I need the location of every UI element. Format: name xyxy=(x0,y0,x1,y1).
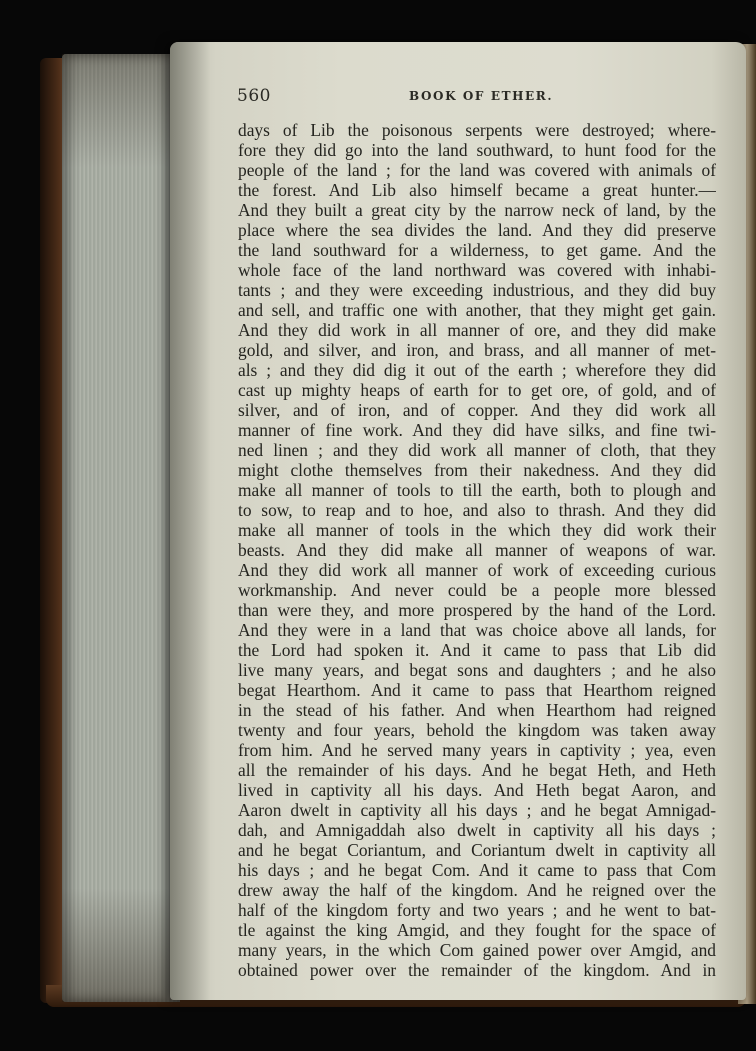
text-line: than were they, and more prospered by the hand of the Lord. xyxy=(238,600,716,620)
text-line: silver, and of iron, and of copper. And they did work all xyxy=(238,400,716,420)
text-line: place where the sea divides the land. And they did preserve xyxy=(238,220,716,240)
text-line: whole face of the land northward was covered with inhabi- xyxy=(238,260,716,280)
text-line: all the remainder of his days. And he begat Heth, and Heth xyxy=(238,760,716,780)
text-line: tants ; and they were exceeding industrious, and they did buy xyxy=(238,280,716,300)
text-line: And they did work all manner of work of exceeding curious xyxy=(238,560,716,580)
text-line: workmanship. And never could be a people more blessed xyxy=(238,580,716,600)
text-line: And they built a great city by the narrow neck of land, by the xyxy=(238,200,716,220)
text-line: make all manner of tools in the which they did work their xyxy=(238,520,716,540)
page-header xyxy=(237,86,717,110)
page-edges-shadow xyxy=(62,54,180,1002)
text-line: gold, and silver, and iron, and brass, and all manner of met- xyxy=(238,340,716,360)
text-line: twenty and four years, behold the kingdom was taken away xyxy=(238,720,716,740)
text-line: might clothe themselves from their nakedness. And they did xyxy=(238,460,716,480)
text-line: And they were in a land that was choice above all lands, for xyxy=(238,620,716,640)
text-line: cast up mighty heaps of earth for to get ore, of gold, and of xyxy=(238,380,716,400)
text-line: the land southward for a wilderness, to get game. And the xyxy=(238,240,716,260)
text-line: in the stead of his father. And when Hearthom had reigned xyxy=(238,700,716,720)
text-line: Aaron dwelt in captivity all his days ; and he begat Amnigad- xyxy=(238,800,716,820)
text-line: to sow, to reap and to hoe, and also to thrash. And they did xyxy=(238,500,716,520)
text-line: obtained power over the remainder of the kingdom. And in xyxy=(238,960,716,980)
body-text xyxy=(238,120,716,980)
text-line: the forest. And Lib also himself became a great hunter.— xyxy=(238,180,716,200)
text-line: beasts. And they did make all manner of weapons of war. xyxy=(238,540,716,560)
page-number: 560 xyxy=(237,86,271,106)
text-line: live many years, and begat sons and daughters ; and he also xyxy=(238,660,716,680)
text-line: from him. And he served many years in captivity ; yea, even xyxy=(238,740,716,760)
text-line: his days ; and he begat Com. And it came to pass that Com xyxy=(238,860,716,880)
text-line: tle against the king Amgid, and they fought for the space of xyxy=(238,920,716,940)
text-line: the Lord had spoken it. And it came to pass that Lib did xyxy=(238,640,716,660)
text-line: half of the kingdom forty and two years ; and he went to bat- xyxy=(238,900,716,920)
text-line: ned linen ; and they did work all manner of cloth, that they xyxy=(238,440,716,460)
text-line: drew away the half of the kingdom. And he reigned over the xyxy=(238,880,716,900)
gutter-shadow xyxy=(170,42,210,1000)
text-line: days of Lib the poisonous serpents were destroyed; where- xyxy=(238,120,716,140)
text-line: fore they did go into the land southward, to hunt food for the xyxy=(238,140,716,160)
text-line: And they did work in all manner of ore, and they did make xyxy=(238,320,716,340)
text-line: begat Hearthom. And it came to pass that Hearthom reigned xyxy=(238,680,716,700)
text-line: people of the land ; for the land was covered with animals of xyxy=(238,160,716,180)
running-head: BOOK OF ETHER. xyxy=(409,89,554,103)
text-line: lived in captivity all his days. And Heth begat Aaron, and xyxy=(238,780,716,800)
text-line: dah, and Amnigaddah also dwelt in captivity all his days ; xyxy=(238,820,716,840)
text-line: and sell, and traffic one with another, that they might get gain. xyxy=(238,300,716,320)
text-line: make all manner of tools to till the earth, both to plough and xyxy=(238,480,716,500)
text-line: many years, in the which Com gained power over Amgid, and xyxy=(238,940,716,960)
text-line: als ; and they did dig it out of the earth ; wherefore they did xyxy=(238,360,716,380)
text-line: manner of fine work. And they did have silks, and fine twi- xyxy=(238,420,716,440)
text-line: and he begat Coriantum, and Coriantum dwelt in captivity all xyxy=(238,840,716,860)
